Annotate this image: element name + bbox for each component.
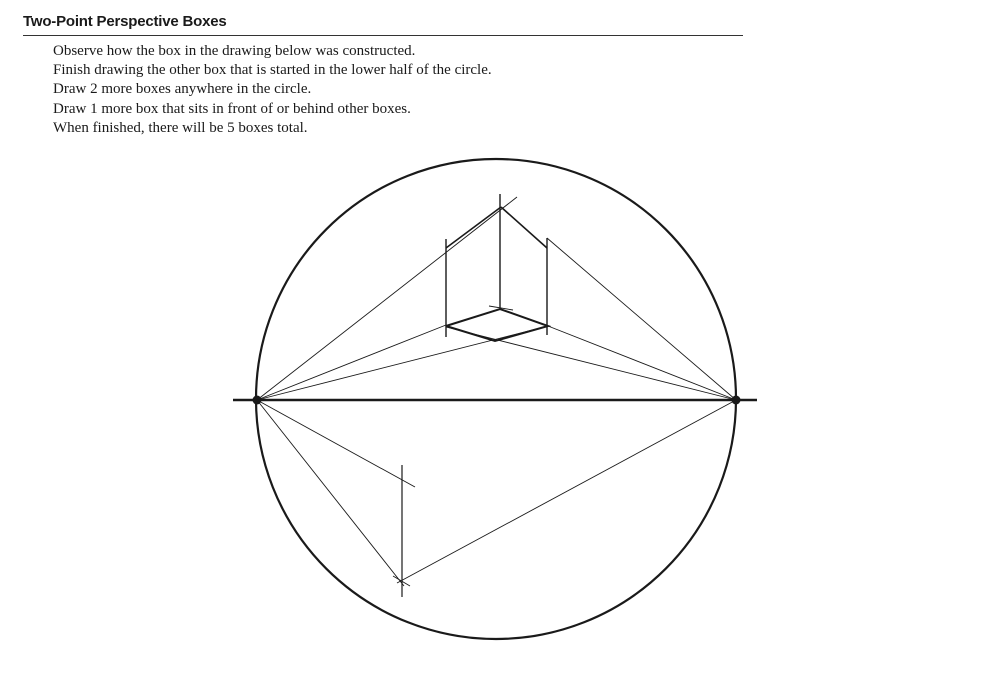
box-bottom-face — [446, 309, 548, 341]
box-top-right-edge — [501, 207, 547, 248]
instruction-line: Draw 1 more box that sits in front of or behind other boxes. — [53, 100, 411, 117]
box-top-left-edge — [446, 207, 501, 248]
started-box — [257, 400, 736, 597]
instruction-line: Observe how the box in the drawing below was constructed. — [53, 43, 416, 59]
instruction-line: When finished, there will be 5 boxes total. — [53, 119, 308, 136]
worksheet-title: Two-Point Perspective Boxes — [23, 13, 227, 30]
constructed-box — [257, 194, 736, 400]
instruction-line: Draw 2 more boxes anywhere in the circle. — [53, 81, 312, 98]
instruction-line: Finish drawing the other box that is started in the lower half of the circle. — [53, 62, 492, 79]
